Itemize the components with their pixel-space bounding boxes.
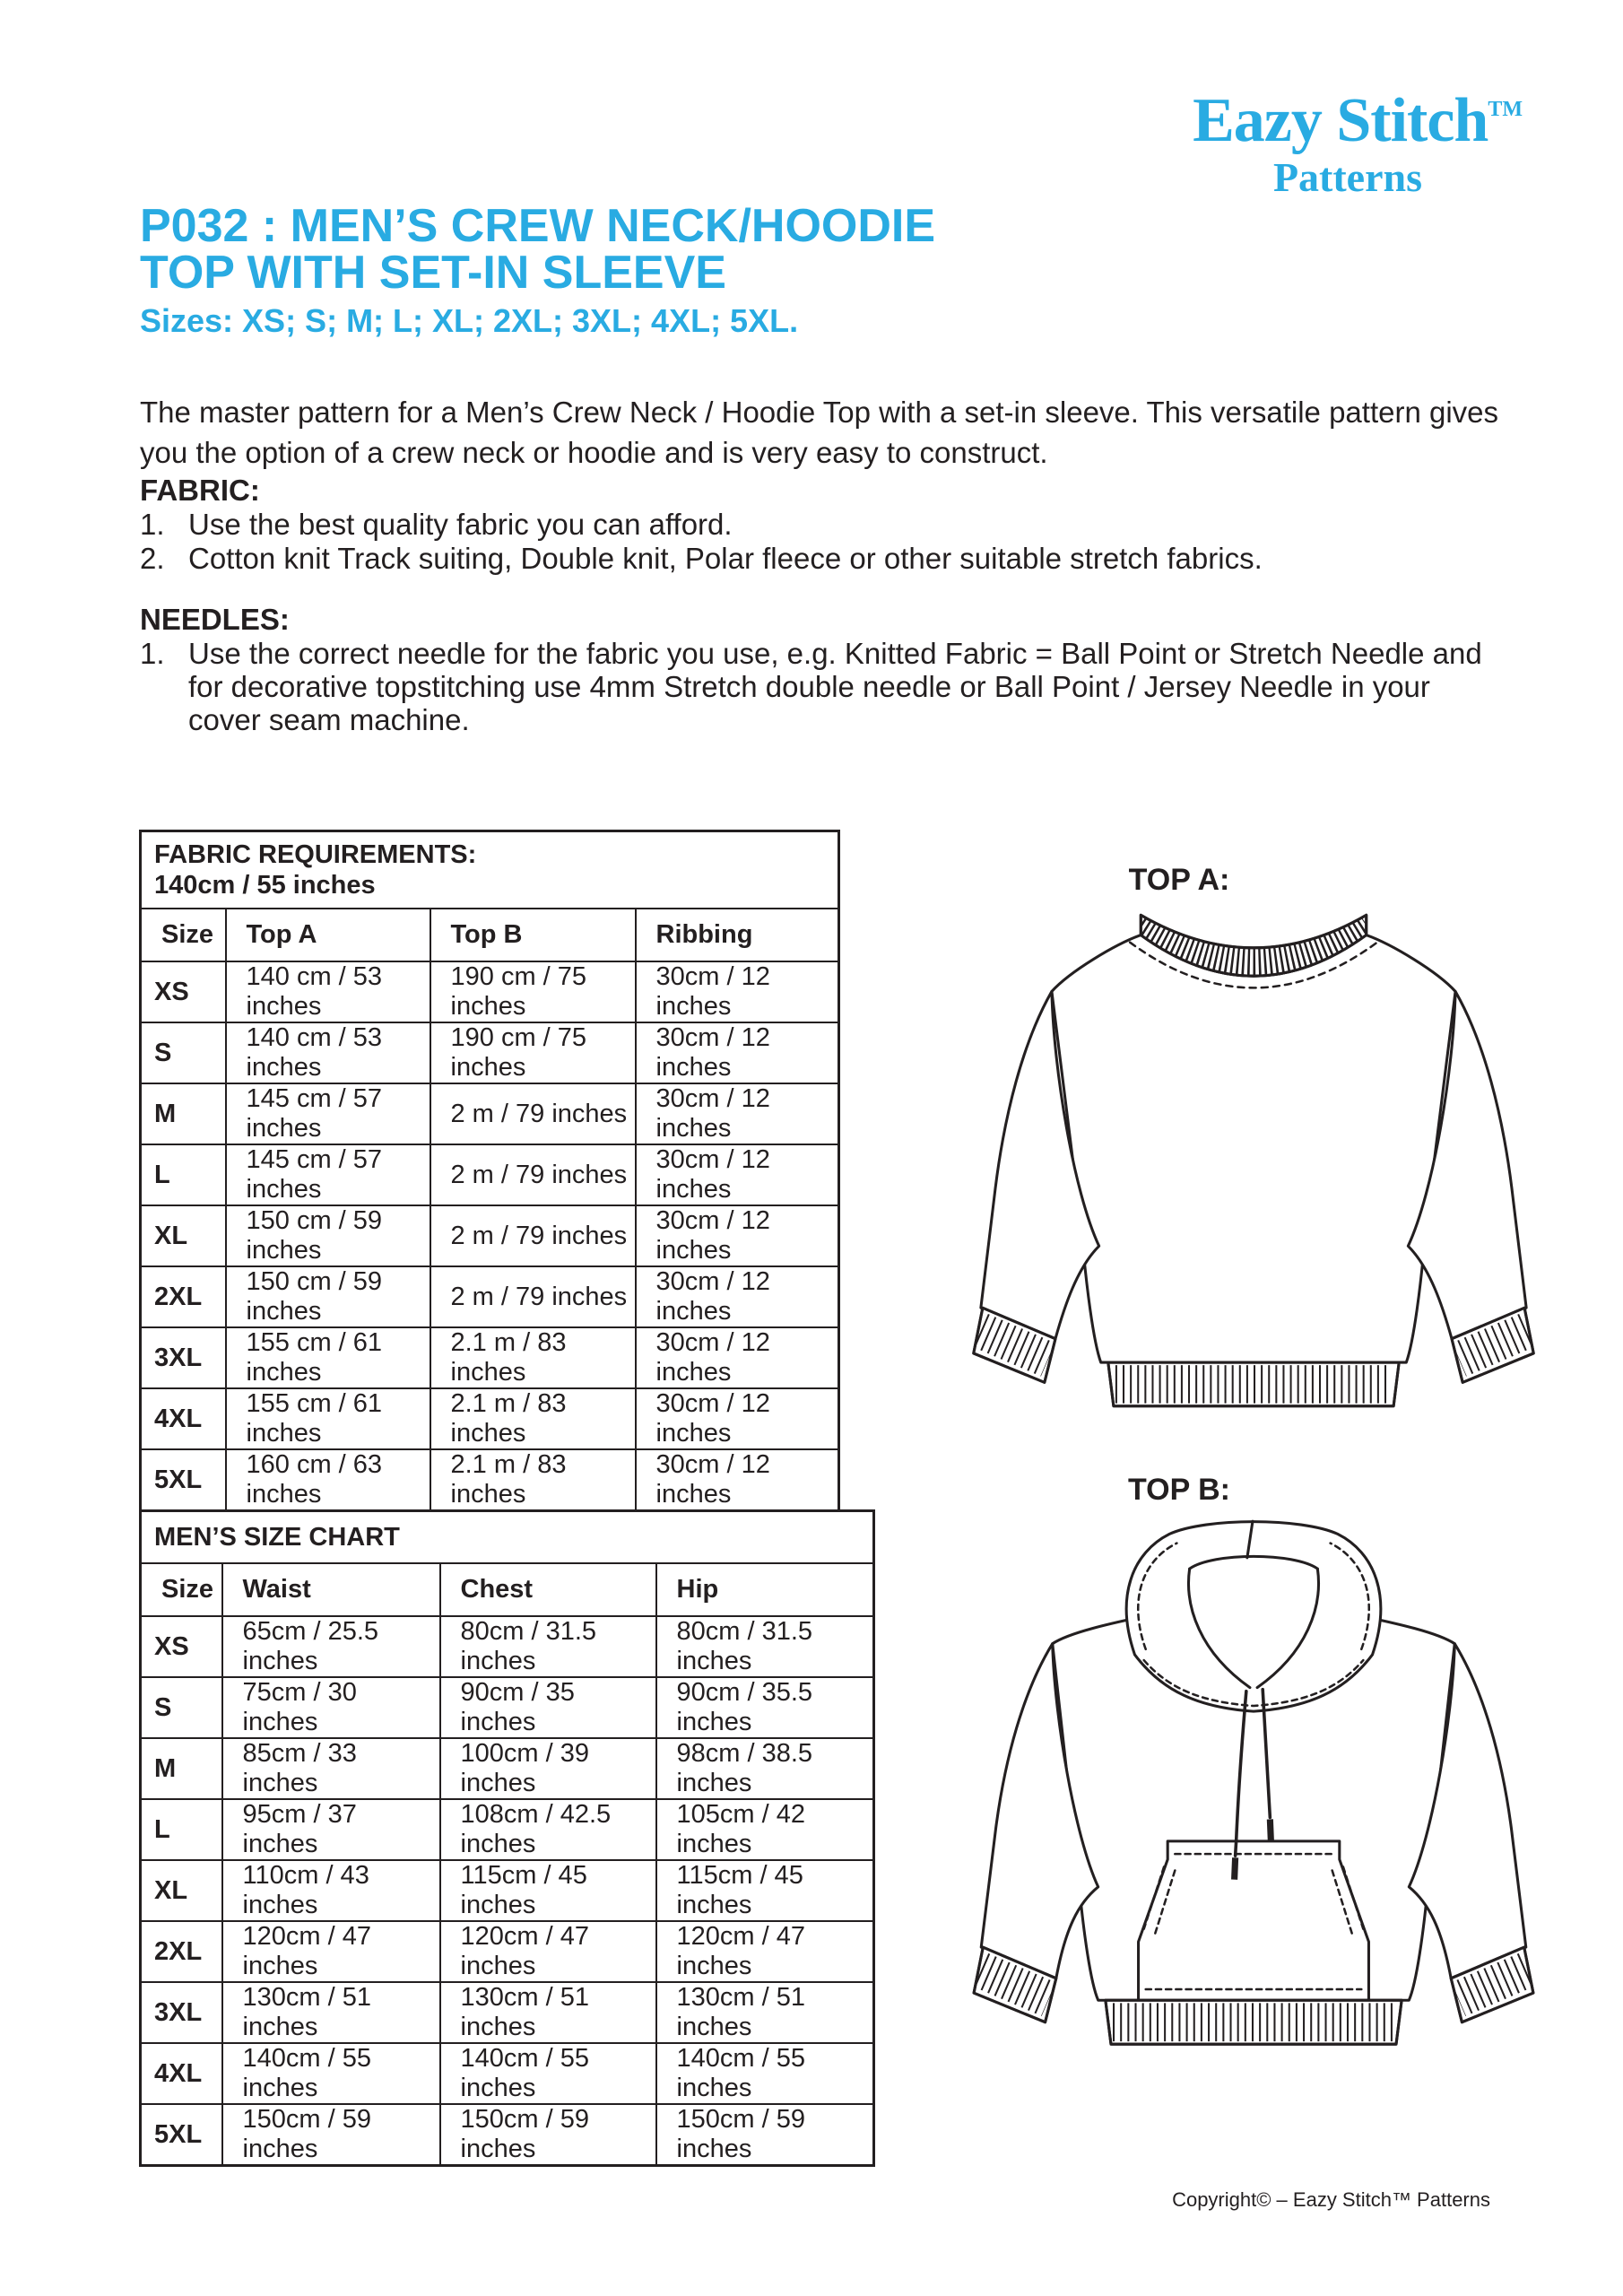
table-cell: 130cm / 51 inches <box>440 1982 656 2043</box>
table-header-row <box>141 1563 874 1616</box>
needles-heading: NEEDLES: <box>140 603 290 636</box>
table-body <box>141 961 839 1511</box>
table-cell: 190 cm / 75 inches <box>430 1022 636 1083</box>
logo-text: Eazy Stitch <box>1193 86 1488 155</box>
table-title-row <box>141 1511 874 1564</box>
table-cell: 30cm / 12 inches <box>636 1083 839 1144</box>
table-header-row <box>141 909 839 961</box>
table-cell: 145 cm / 57 inches <box>226 1144 430 1205</box>
table-cell: 120cm / 47 inches <box>222 1921 440 1982</box>
table-cell: 140 cm / 53 inches <box>226 1022 430 1083</box>
table-title <box>141 831 839 909</box>
table-cell: 5XL <box>141 1449 226 1511</box>
table-cell: 3XL <box>141 1327 226 1388</box>
table-cell: 140cm / 55 inches <box>656 2043 874 2104</box>
table-row <box>141 1616 874 1677</box>
table-cell: L <box>141 1144 226 1205</box>
fabric-item <box>140 542 1503 576</box>
top-a-label: TOP A: <box>1128 863 1230 897</box>
table-row <box>141 1982 874 2043</box>
list-text: Cotton knit Track suiting, Double knit, Polar fleece or other suitable stretch fabrics. <box>188 542 1263 575</box>
table-cell: 2 m / 79 inches <box>430 1083 636 1144</box>
table-cell: 85cm / 33 inches <box>222 1738 440 1799</box>
table-cell: 4XL <box>141 1388 226 1449</box>
table-cell: 30cm / 12 inches <box>636 1022 839 1083</box>
table-cell: 150cm / 59 inches <box>656 2104 874 2166</box>
table-cell: XL <box>141 1860 222 1921</box>
table-cell: 2XL <box>141 1921 222 1982</box>
table-cell: 2 m / 79 inches <box>430 1266 636 1327</box>
table-cell: 2XL <box>141 1266 226 1327</box>
trademark-symbol: TM <box>1488 98 1523 121</box>
title-line-2: TOP WITH SET-IN SLEEVE <box>140 247 726 299</box>
table-cell: 120cm / 47 inches <box>440 1921 656 1982</box>
fabric-heading: FABRIC: <box>140 474 260 507</box>
table-cell: 150 cm / 59 inches <box>226 1205 430 1266</box>
table-cell: 4XL <box>141 2043 222 2104</box>
table-title-row <box>141 831 839 909</box>
table-cell: 90cm / 35 inches <box>440 1677 656 1738</box>
table-cell: 150cm / 59 inches <box>440 2104 656 2166</box>
intro-paragraph: The master pattern for a Men’s Crew Neck / Hoodie Top with a set-in sleeve. This versatile pattern gives you the option of a crew neck or hoodie and is very easy to construct. <box>140 396 1499 469</box>
table-cell: 140 cm / 53 inches <box>226 961 430 1022</box>
brand-logo <box>1193 77 1523 200</box>
table-cell: S <box>141 1677 222 1738</box>
title-line-1: P032 : MEN’S CREW NECK/HOODIE <box>140 200 936 252</box>
table-cell: 140cm / 55 inches <box>440 2043 656 2104</box>
needles-section <box>140 603 1503 736</box>
table-cell: XS <box>141 961 226 1022</box>
table-cell: 2 m / 79 inches <box>430 1144 636 1205</box>
table-cell: M <box>141 1083 226 1144</box>
top-b-label: TOP B: <box>1128 1473 1230 1507</box>
table-title-line: 140cm / 55 inches <box>154 871 376 900</box>
table-cell: 155 cm / 61 inches <box>226 1327 430 1388</box>
table-cell: 80cm / 31.5 inches <box>440 1616 656 1677</box>
table-cell: 5XL <box>141 2104 222 2166</box>
fabric-section <box>140 474 1503 576</box>
table-cell: 160 cm / 63 inches <box>226 1449 430 1511</box>
table-row <box>141 1083 839 1144</box>
table-title-line: FABRIC REQUIREMENTS: <box>154 840 477 869</box>
table-cell: 2.1 m / 83 inches <box>430 1327 636 1388</box>
sizes-subtitle: Sizes: XS; S; M; L; XL; 2XL; 3XL; 4XL; 5XL. <box>140 302 799 339</box>
table-row <box>141 2043 874 2104</box>
table-row <box>141 1921 874 1982</box>
table-cell: 130cm / 51 inches <box>656 1982 874 2043</box>
table-cell: 110cm / 43 inches <box>222 1860 440 1921</box>
fabric-item <box>140 508 1503 542</box>
table-row <box>141 1388 839 1449</box>
table-cell: 145 cm / 57 inches <box>226 1083 430 1144</box>
table-cell: 30cm / 12 inches <box>636 1327 839 1388</box>
table-cell: 150cm / 59 inches <box>222 2104 440 2166</box>
table-body <box>141 1616 874 2166</box>
table-cell: 80cm / 31.5 inches <box>656 1616 874 1677</box>
logo-patterns-text: Patterns <box>1272 154 1422 200</box>
needles-item <box>140 637 1489 736</box>
column-header: Ribbing <box>636 909 839 961</box>
table-cell: XS <box>141 1616 222 1677</box>
table-cell: 140cm / 55 inches <box>222 2043 440 2104</box>
table-row <box>141 1449 839 1511</box>
table-cell: 115cm / 45 inches <box>656 1860 874 1921</box>
table-cell: 150 cm / 59 inches <box>226 1266 430 1327</box>
table-cell: 108cm / 42.5 inches <box>440 1799 656 1860</box>
title-block <box>140 200 936 339</box>
table-cell: 30cm / 12 inches <box>636 1205 839 1266</box>
column-header: Size <box>141 909 226 961</box>
table-row <box>141 2104 874 2166</box>
table-cell: 95cm / 37 inches <box>222 1799 440 1860</box>
table-row <box>141 1205 839 1266</box>
table-cell: 30cm / 12 inches <box>636 1266 839 1327</box>
column-header: Hip <box>656 1563 874 1616</box>
table-cell: 155 cm / 61 inches <box>226 1388 430 1449</box>
list-text: Use the correct needle for the fabric you use, e.g. Knitted Fabric = Ball Point or Stretch Needle and for decorative topstitching use 4mm Stretch double needle or Ball Point / Jersey Needle in your cover seam machine. <box>188 637 1482 736</box>
column-header: Chest <box>440 1563 656 1616</box>
column-header: Top B <box>430 909 636 961</box>
table-cell: 75cm / 30 inches <box>222 1677 440 1738</box>
table-cell: L <box>141 1799 222 1860</box>
table-cell: 90cm / 35.5 inches <box>656 1677 874 1738</box>
top-b-hoodie-illustration <box>970 1516 1537 2083</box>
table-cell: 98cm / 38.5 inches <box>656 1738 874 1799</box>
copyright-text: Copyright© – Eazy Stitch™ Patterns <box>1172 2188 1490 2211</box>
list-text: Use the best quality fabric you can afford. <box>188 508 733 541</box>
list-number: 2. <box>140 542 165 575</box>
table-cell: 3XL <box>141 1982 222 2043</box>
column-header: Top A <box>226 909 430 961</box>
table-row <box>141 1144 839 1205</box>
table-title: MEN’S SIZE CHART <box>141 1511 874 1564</box>
size-chart-table <box>139 1509 875 2167</box>
table-cell: 105cm / 42 inches <box>656 1799 874 1860</box>
table-cell: XL <box>141 1205 226 1266</box>
table-row <box>141 1799 874 1860</box>
table-cell: 30cm / 12 inches <box>636 1388 839 1449</box>
list-number: 1. <box>140 637 165 670</box>
table-row <box>141 1327 839 1388</box>
table-row <box>141 1022 839 1083</box>
table-cell: 30cm / 12 inches <box>636 1144 839 1205</box>
table-row <box>141 1677 874 1738</box>
table-row <box>141 1860 874 1921</box>
table-cell: 65cm / 25.5 inches <box>222 1616 440 1677</box>
top-a-crewneck-illustration <box>970 897 1537 1424</box>
table-cell: 2.1 m / 83 inches <box>430 1388 636 1449</box>
column-header: Waist <box>222 1563 440 1616</box>
table-cell: 30cm / 12 inches <box>636 961 839 1022</box>
table-cell: 2.1 m / 83 inches <box>430 1449 636 1511</box>
table-row <box>141 961 839 1022</box>
table-cell: 100cm / 39 inches <box>440 1738 656 1799</box>
list-number: 1. <box>140 508 165 541</box>
table-cell: 190 cm / 75 inches <box>430 961 636 1022</box>
table-cell: 30cm / 12 inches <box>636 1449 839 1511</box>
table-cell: M <box>141 1738 222 1799</box>
table-row <box>141 1266 839 1327</box>
table-cell: 120cm / 47 inches <box>656 1921 874 1982</box>
column-header: Size <box>141 1563 222 1616</box>
table-row <box>141 1738 874 1799</box>
table-cell: S <box>141 1022 226 1083</box>
table-cell: 115cm / 45 inches <box>440 1860 656 1921</box>
fabric-requirements-table <box>139 830 840 1512</box>
logo-wordmark <box>1193 77 1523 153</box>
table-cell: 130cm / 51 inches <box>222 1982 440 2043</box>
table-cell: 2 m / 79 inches <box>430 1205 636 1266</box>
page-title <box>140 200 936 299</box>
